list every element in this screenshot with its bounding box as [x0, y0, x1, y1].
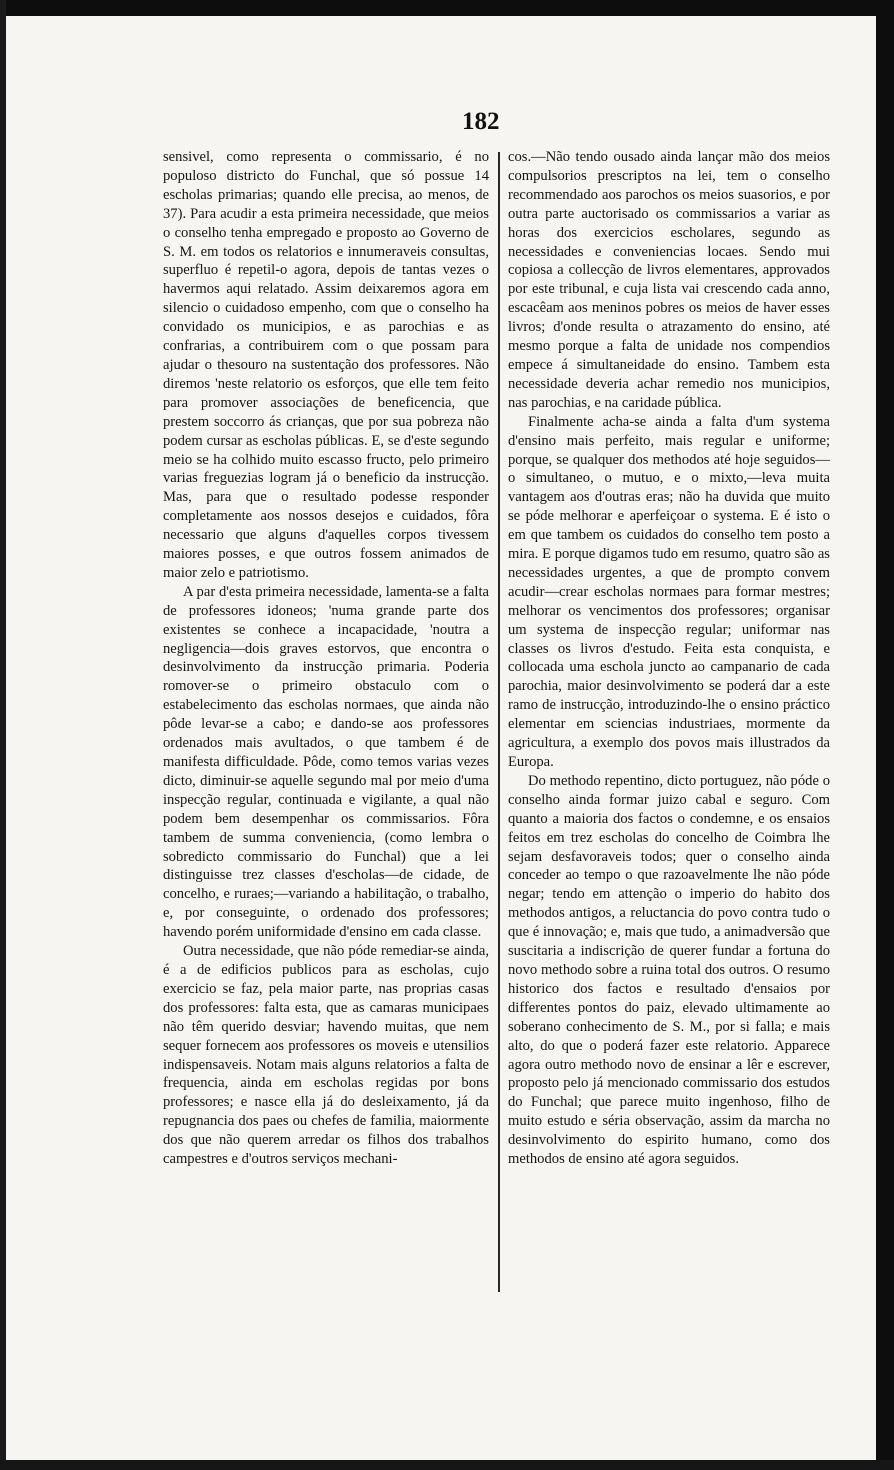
- page-number: 182: [462, 108, 500, 135]
- scan-border-bottom: [0, 1460, 894, 1470]
- scan-border-right: [876, 0, 894, 1470]
- scan-border-top: [0, 0, 894, 16]
- right-column: [508, 148, 830, 1169]
- paragraph: Finalmente acha-se ainda a falta d'um systema d'ensino mais perfeito, mais regular e uniforme; porque, se qualquer dos methodos até hoje seguidos—o simultaneo, o mutuo, e o mixto,—leva muita vantagem aos d'outras eras; não ha duvida que muito se póde melhorar e aperfeiçoar o systema. E é isto o em que tambem os cuidados do conselho tem posto a mira. E porque digamos tudo em resumo, quatro são as necessidades urgentes, a que de prompto convem acudir—crear escholas normaes para formar mestres; melhorar os vencimentos dos professores; organisar um systema de inspecção regular; uniformar nas classes os livros d'estudo. Feita esta conquista, e collocada uma eschola juncto ao campanario de cada parochia, maior desinvolvimento se poderá dar a este ramo de instrucção, introduzindo-lhe o ensino práctico elementar em sciencias industriaes, mormente da agricultura, a exemplo dos povos mais illustrados da Europa.: [508, 413, 830, 770]
- paragraph: cos.—Não tendo ousado ainda lançar mão dos meios compulsorios prescriptos na lei, tem o conselho recommendado aos parochos os meios suasorios, e por outra parte auctorisado os commissarios a variar as horas dos exercicios escholares, segundo as necessidades e conveniencias locaes. Sendo mui copiosa a collecção de livros elementares, approvados por este tribunal, e cuja lista vai crescendo cada anno, escacêam aos meninos pobres os meios de haver esses livros; d'onde resulta o atrazamento do ensino, até mesmo porque a falta de unidade nos compendios empece á simultaneidade do ensino. Tambem esta necessidade deveria achar remedio nos municipios, nas parochias, e na caridade pública.: [508, 149, 830, 411]
- left-column: [163, 148, 489, 1169]
- paragraph: Outra necessidade, que não póde remediar-se ainda, é a de edificios publicos para as escholas, cujo exercicio se faz, pela maior parte, nas proprias casas dos professores: falta esta, que as camaras municipaes não têm querido desviar; havendo muitas, que nem sequer fornecem aos professores os moveis e utensilios indispensaveis. Notam mais alguns relatorios a falta de frequencia, ainda em escholas regidas por bons professores; e nasce ella já do desleixamento, já da repugnancia dos paes ou chefes de familia, maiormente dos que não querem arredar os filhos dos trabalhos campestres e d'outros serviços mechani-: [163, 943, 489, 1168]
- paragraph: sensivel, como representa o commissario, é no populoso districto do Funchal, que só possue 14 escholas primarias; quando elle precisa, ao menos, de 37). Para acudir a esta primeira necessidade, que meios o conselho tenha empregado e proposto ao Governo de S. M. em todos os relatorios e innumeraveis consultas, superfluo é repetil-o agora, depois de tantas vezes o havermos aqui relatado. Assim deixaremos agora em silencio o cuidadoso empenho, com que o conselho ha convidado os municipios, e as parochias e as confrarias, a contribuirem com o que possam para ajudar o thesouro na sustentação dos professores. Não diremos 'neste relatorio os esforços, que elle tem feito para promover associações de beneficencia, que prestem soccorro ás crianças, que por sua pobreza não podem cursar as escholas públicas. E, se d'este segundo meio se ha colhido muito escasso fructo, pelo primeiro varias freguezias logram já o beneficio da instrucção. Mas, para que o resultado podesse responder completamente aos nossos desejos e cuidados, fôra necessario que alguns d'aquelles corpos tivessem maiores posses, e que outros fossem animados de maior zelo e patriotismo.: [163, 149, 489, 581]
- paragraph: A par d'esta primeira necessidade, lamenta-se a falta de professores idoneos; 'numa grande parte dos existentes se conhece a incapacidade, 'noutra a negligencia—dois graves estorvos, que encontra o desinvolvimento da instrucção primaria. Poderia romover-se o primeiro obstaculo com o estabelecimento das escholas normaes, que ainda não pôde levar-se a cabo; e dando-se aos professores ordenados mais avultados, o que tambem é de manifesta difficuldade. Pôde, como temos varias vezes dicto, diminuir-se aquelle segundo mal por meio d'uma inspecção regular, continuada e vigilante, a qual não podem bem desempenhar os commissarios. Fôra tambem de summa conveniencia, (como lembra o sobredicto commissario do Funchal) que a lei distinguisse trez classes d'escholas—de cidade, de concelho, e ruraes;—variando a habilitação, o trabalho, e, por conseguinte, o ordenado dos professores; havendo porém uniformidade d'ensino em cada classe.: [163, 583, 489, 941]
- paragraph: Do methodo repentino, dicto portuguez, não póde o conselho ainda formar juizo cabal e seguro. Com quanto a maioria dos factos o condemne, e os ensaios feitos em trez escholas do concelho de Coimbra lhe sejam desfavoraveis todos; quer o conselho ainda conceder ao tempo o que razoavelmente lhe não póde negar; tendo em attenção o imperio do habito dos methodos antigos, a reluctancia do povo contra tudo o que é innovação; e, mais que tudo, a animadversão que suscitaria a indiscrição de querer fundar a fortuna do novo methodo sobre a ruina total dos outros. O resumo historico dos factos e resultado d'ensaios por differentes pontos do paiz, elevado ultimamente ao soberano conhecimento de S. M., por si falla; e mais alto, do que o poderá fazer este relatorio. Apparece agora outro methodo novo de ensinar a lêr e escrever, proposto pelo já mencionado commissario dos estudos do Funchal; que parece muito ingenhoso, filho de muito estudo e séria observação, assim da marcha no desinvolvimento do espirito humano, como dos methodos de ensino até agora seguidos.: [508, 772, 830, 1168]
- column-divider: [498, 152, 500, 1292]
- scan-border-left: [0, 0, 6, 1470]
